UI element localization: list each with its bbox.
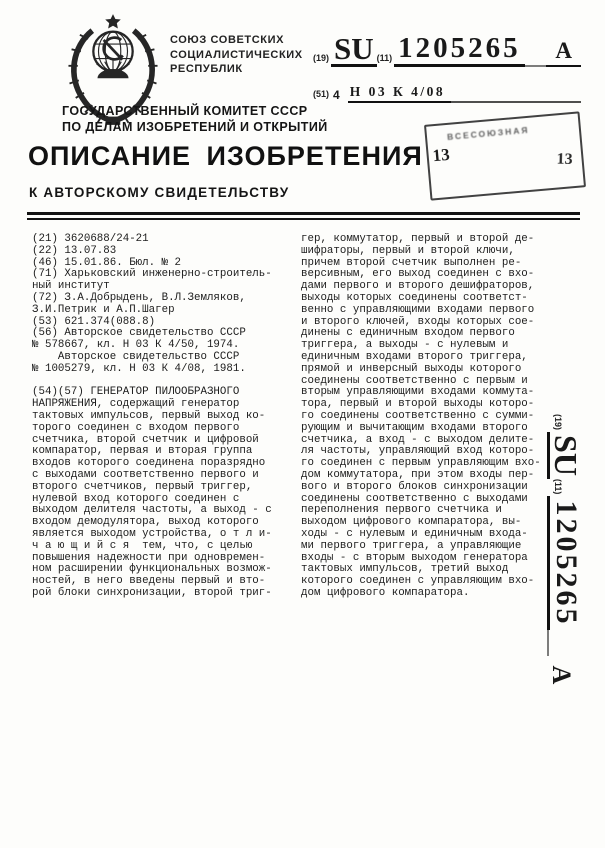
doc-number-label: (11) [553, 478, 563, 495]
state-committee-name: ГОСУДАРСТВЕННЫЙ КОМИТЕТ СССР ПО ДЕЛАМ ИЗОБРЕТЕНИЙ И ОТКРЫТИЙ [62, 104, 328, 134]
stamp-number-left: 13 [431, 144, 451, 166]
union-name: СОЮЗ СОВЕТСКИХ СОЦИАЛИСТИЧЕСКИХ РЕСПУБЛИК [170, 34, 303, 75]
underline-spacer [451, 100, 581, 103]
country-code-label: (19) [313, 53, 330, 63]
library-stamp [424, 111, 586, 200]
country-code-label: (19) [553, 414, 563, 431]
doc-number-label: (11) [376, 53, 393, 63]
ipc-label: (51) [313, 89, 330, 99]
doc-number: 1205265 [547, 496, 581, 630]
abstract-continuation-column: гер, коммутатор, первый и второй де- шифраторы, первый и второй ключи, причем второй счетчик выполнен ре- версивным, его выход соединен с вхо- дами первого и второго дешифраторов, выходы которых соединены соответст- венно с управляющими входами первого и второго ключей, входы которых сое- динены с единичным входом первого триггера, а выходы - с нулевым и единичным входами второго триггера, прямой и инверсный выходы которого соединены соответственно с первым и вторым управляющими входами коммута- тора, первый и второй выходы которо- го соединены соответственно с сумми- рующим и вычитающим входами второго счетчика, а вход - с выходом делите- ля частоты, управляющий вход которо- го соединен с первым управляющим вхо- дом коммутатора, при этом входы пер- вого и второго блоков синхронизации соединены соответственно с выходами переполнения первого счетчика и выходом цифрового компаратора, вы- ходы - с нулевым и единичным входа- ми первого триггера, а управляющие входы - с вторым выходом генератора тактовых импульсов, третий выход которого соединен с управляющим вхо- дом цифрового компаратора. [301, 233, 541, 599]
underline-spacer [547, 630, 551, 656]
ipc-edition: 4 [333, 88, 340, 102]
country-code: SU [547, 432, 581, 479]
doc-number: 1205265 [394, 34, 525, 67]
ipc-classification-row [313, 84, 581, 103]
bibliographic-and-abstract-column: (21) 3620688/24-21 (22) 13.07.83 (46) 15.01.86. Бюл. № 2 (71) Харьковский инженерно-строитель- ный институт (72) З.А.Добрыдень, В.Л.Земляков, З.И.Петрик и А.П.Шагер (53) 621.374(088.8) (56) Авторское свидетельство СССР № 578667, кл. Н 03 К 4/50, 1974. Авторское свидетельство СССР № 1005279, кл. Н 03 К 4/08, 1981. (54)(57) ГЕНЕРАТОР ПИЛООБРАЗНОГО НАПРЯЖЕНИЯ, содержащий генератор тактовых импульсов, первый выход ко- торого соединен с входом первого счетчика, второй счетчик и цифровой компаратор, первая и вторая группа входов которого соединена поразрядно с выходами соответственно первого и второго счетчиков, первый триггер, нулевой вход которого соединен с выходом делителя частоты, а выход - с входом демодулятора, выход которого является выходом устройства, о т л и- ч а ю щ и й с я тем, что, с целью повышения надежности при одновремен- ном расширении функциональных возмож- ностей, в него введены первый и вто- рой блоки синхронизации, второй триг- [32, 233, 272, 599]
document-subtitle: К АВТОРСКОМУ СВИДЕТЕЛЬСТВУ [29, 185, 290, 200]
publication-header [313, 31, 581, 103]
stamp-number-right: 13 [556, 150, 573, 169]
kind-code: A [546, 39, 581, 67]
kind-code: A [547, 665, 576, 685]
country-code: SU [331, 34, 377, 67]
underline-spacer [525, 63, 547, 67]
margin-publication-id [547, 414, 601, 706]
ipc-class: Н 03 К 4/08 [348, 84, 451, 103]
document-title: ОПИСАНИЕ ИЗОБРЕТЕНИЯ [28, 141, 423, 171]
stamp-text: ВСЕСОЮЗНАЯ [446, 124, 530, 142]
header-divider [27, 212, 580, 220]
publication-number-row [313, 31, 581, 67]
